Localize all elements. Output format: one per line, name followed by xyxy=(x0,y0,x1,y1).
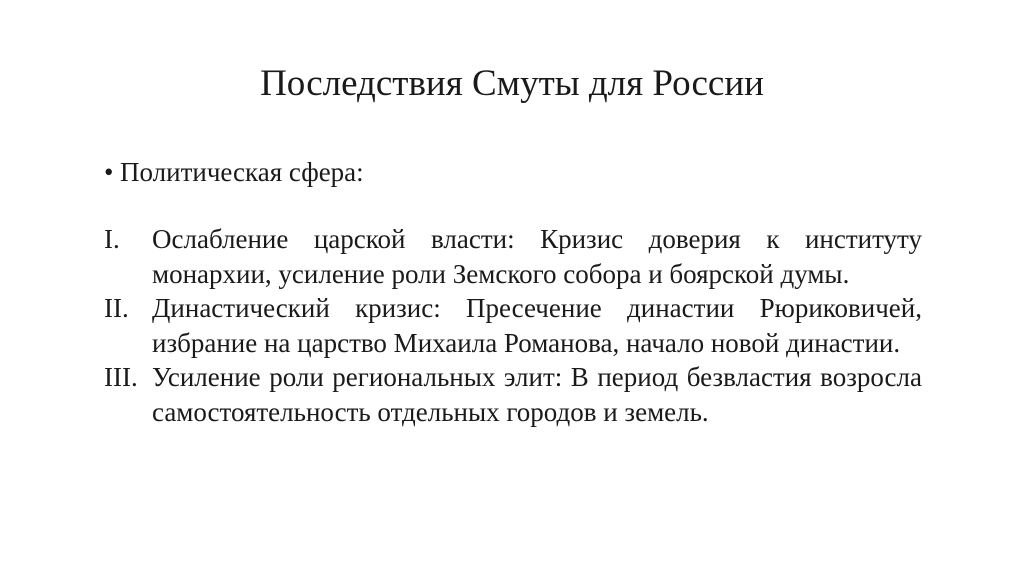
consequences-list xyxy=(104,222,922,429)
list-item-numeral: I. xyxy=(104,224,120,254)
list-item-numeral: II. xyxy=(104,293,129,323)
slide-title: Последствия Смуты для России xyxy=(260,63,764,104)
section-label: Политическая сфера: xyxy=(120,157,364,187)
list-item xyxy=(104,360,922,429)
list-item xyxy=(104,222,922,291)
list-item xyxy=(104,291,922,360)
list-item-text: Династический кризис: Пресечение династии Рюриковичей, избрание на царство Михаила Романова, начало новой династии. xyxy=(152,293,922,358)
list-item-text: Ослабление царской власти: Кризис доверия к институту монархии, усиление роли Земского собора и боярской думы. xyxy=(152,224,922,289)
list-item-text: Усиление роли региональных элит: В период безвластия возросла самостоятельность отдельных городов и земель. xyxy=(152,362,922,427)
bullet-marker: • xyxy=(104,157,114,187)
list-item-numeral: III. xyxy=(104,362,138,392)
section-bullet xyxy=(104,156,364,188)
